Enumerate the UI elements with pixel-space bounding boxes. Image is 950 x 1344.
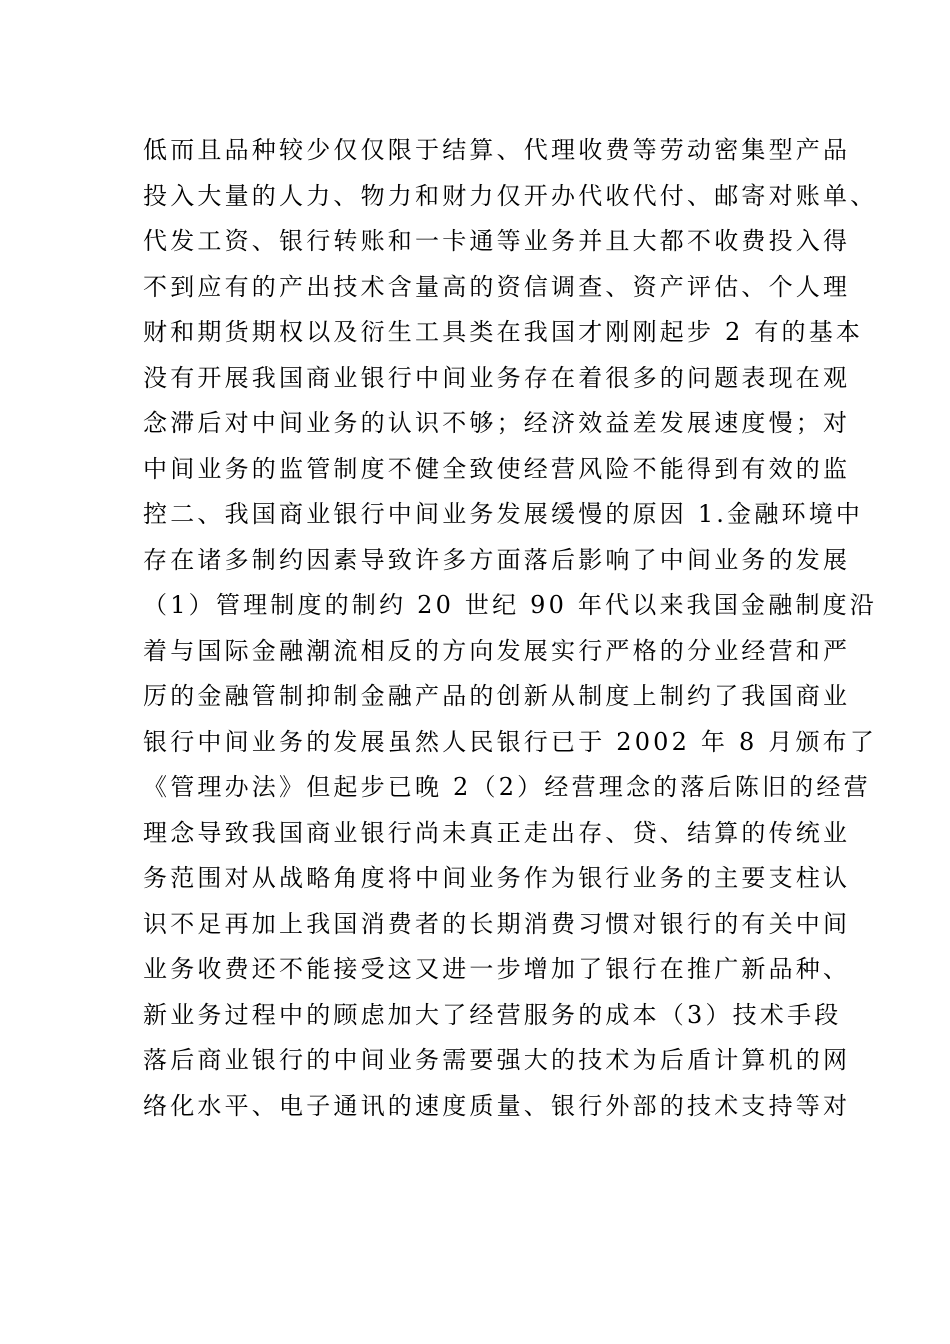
text-line: 低而且品种较少仅仅限于结算、代理收费等劳动密集型产品	[143, 136, 851, 164]
text-line: 络化水平、电子通讯的速度质量、银行外部的技术支持等对	[143, 1091, 851, 1120]
text-line: 控二、我国商业银行中间业务发展缓慢的原因 1.金融环境中	[143, 500, 864, 528]
text-line: 念滞后对中间业务的认识不够；经济效益差发展速度慢；对	[143, 409, 851, 437]
text-line: 识不足再加上我国消费者的长期消费习惯对银行的有关中间	[143, 909, 851, 938]
text-line: 落后商业银行的中间业务需要强大的技术为后盾计算机的网	[143, 1046, 851, 1074]
text-line: （1）管理制度的制约 20 世纪 90 年代以来我国金融制度沿	[143, 591, 878, 619]
body-text	[143, 128, 878, 1129]
text-line: 银行中间业务的发展虽然人民银行已于 2002 年 8 月颁布了	[143, 727, 878, 756]
text-line: 理念导致我国商业银行尚未真正走出存、贷、结算的传统业	[143, 818, 851, 847]
text-line: 新业务过程中的顾虑加大了经营服务的成本（3）技术手段	[143, 1000, 842, 1029]
text-line: 存在诸多制约因素导致许多方面落后影响了中间业务的发展	[143, 545, 851, 574]
text-line: 务范围对从战略角度将中间业务作为银行业务的主要支柱认	[143, 864, 851, 892]
text-line: 投入大量的人力、物力和财力仅开办代收代付、邮寄对账单、	[143, 181, 878, 210]
text-line: 业务收费还不能接受这又进一步增加了银行在推广新品种、	[143, 955, 851, 983]
text-line: 代发工资、银行转账和一卡通等业务并且大都不收费投入得	[143, 227, 851, 255]
text-line: 没有开展我国商业银行中间业务存在着很多的问题表现在观	[143, 363, 851, 392]
text-line: 《管理办法》但起步已晚 2（2）经营理念的落后陈旧的经营	[143, 773, 871, 801]
text-line: 不到应有的产出技术含量高的资信调查、资产评估、个人理	[143, 272, 851, 301]
text-line: 厉的金融管制抑制金融产品的创新从制度上制约了我国商业	[143, 682, 851, 710]
text-line: 中间业务的监管制度不健全致使经营风险不能得到有效的监	[143, 454, 851, 483]
text-line: 着与国际金融潮流相反的方向发展实行严格的分业经营和严	[143, 636, 851, 665]
text-line: 财和期货期权以及衍生工具类在我国才刚刚起步 2 有的基本	[143, 318, 864, 346]
